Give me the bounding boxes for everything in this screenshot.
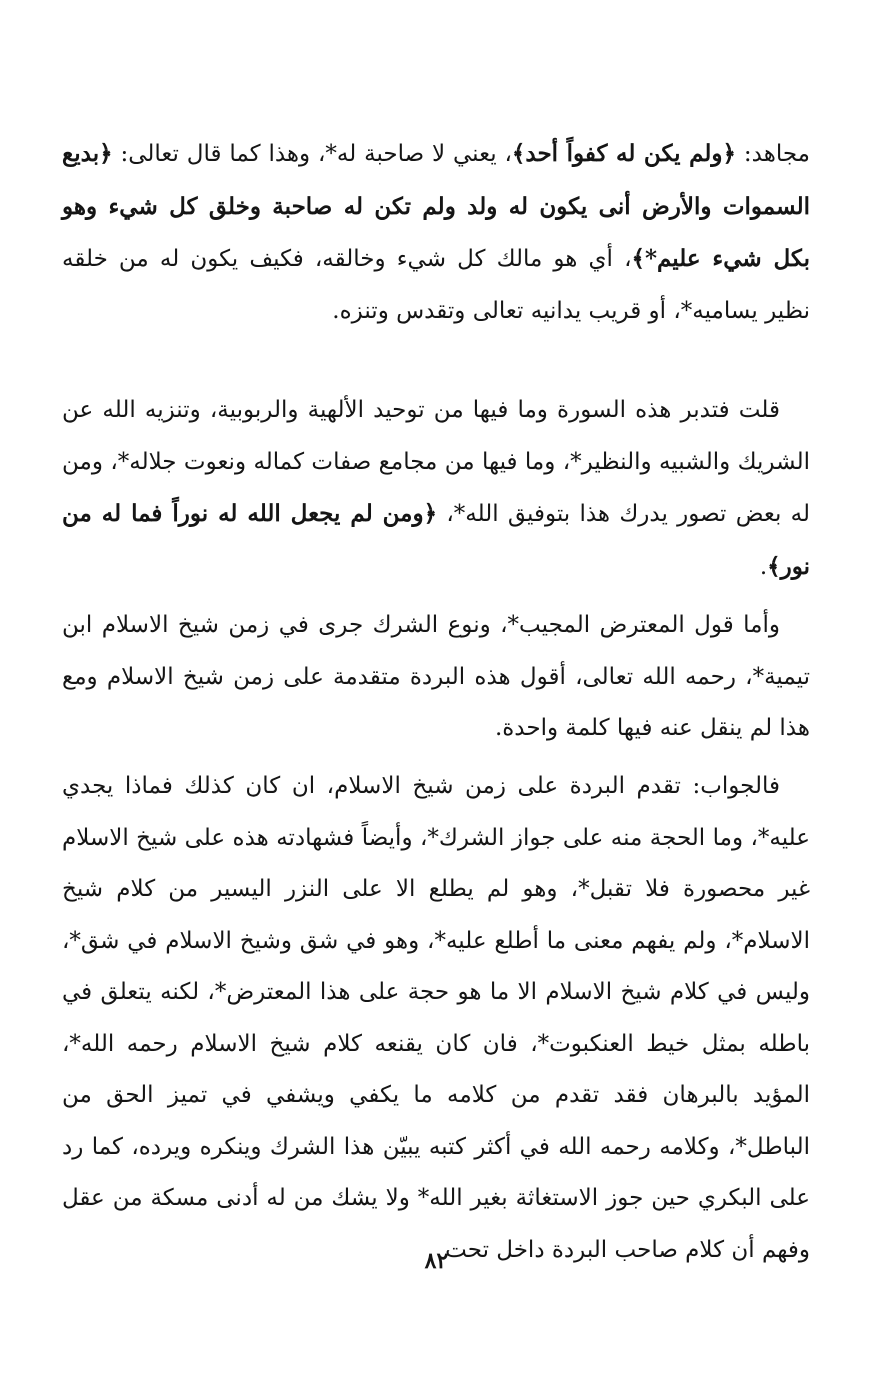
quran-quote: ﴿بديع السموات والأرض أنى يكون له ولد ولم تكن له صاحبة وخلق كل شيء وهو بكل شيء عليم*﴾ xyxy=(62,140,810,272)
text-segment: ، أي هو مالك كل شيء وخالقه، فكيف يكون له من خلقه نظير يساميه*، أو قريب يدانيه تعالى وتقدس وتنزه. xyxy=(62,246,810,324)
quran-quote: ﴿ولم يكن له كفواً أحد﴾ xyxy=(511,140,737,167)
text-segment: قلت فتدبر هذه السورة وما فيها من توحيد الألهية والربوبية، وتنزيه الله عن الشريك والشبيه والنظير*، وما فيها من مجامع صفات كماله ونعوت جلاله*، ومن له بعض تصور يدرك هذا بتوفيق الله*، xyxy=(62,397,810,527)
text-segment: . xyxy=(759,553,768,580)
paragraph-4 xyxy=(62,761,810,1276)
text-segment: فالجواب: تقدم البردة على زمن شيخ الاسلام، ان كان كذلك فماذا يجدي عليه*، وما الحجة منه على جواز الشرك*، وأيضاً فشهادته هذه على شيخ الاسلام غير محصورة فلا تقبل*، وهو لم يطلع الا على النزر اليسير من كلام شيخ الاسلام*، ولم يفهم معنى ما أطلع عليه*، وهو في شق وشيخ الاسلام في شق*، وليس في كلام شيخ الاسلام الا ما هو حجة على هذا المعترض*، لكنه يتعلق في باطله بمثل خيط العنكبوت*، فان كان يقنعه كلام شيخ الاسلام رحمه الله*، المؤيد بالبرهان فقد تقدم من كلامه ما يكفي ويشفي في تميز الحق من الباطل*، وكلامه رحمه الله في أكثر كتبه يبيّن هذا الشرك وينكره ويرده، كما رد على البكري حين جوز الاستغاثة بغير الله* ولا يشك من له أدنى مسكة من عقل وفهم أن كلام صاحب البردة داخل تحت xyxy=(62,773,810,1263)
paragraph-1 xyxy=(62,128,810,337)
text-segment: مجاهد: xyxy=(736,141,811,167)
paragraph-3 xyxy=(62,600,810,755)
paragraph-2 xyxy=(62,385,810,593)
text-segment: وأما قول المعترض المجيب*، ونوع الشرك جرى في زمن شيخ الاسلام ابن تيمية*، رحمه الله تعالى، أقول هذه البردة متقدمة على زمن شيخ الاسلام ومع هذا لم ينقل عنه فيها كلمة واحدة. xyxy=(62,612,810,741)
quran-quote: ﴿ومن لم يجعل الله له نوراً فما له من نور﴾ xyxy=(62,500,810,580)
page-number: ٨٢ xyxy=(424,1248,449,1274)
text-segment: ، يعني لا صاحبة له*، وهذا كما قال تعالى: xyxy=(112,141,512,167)
